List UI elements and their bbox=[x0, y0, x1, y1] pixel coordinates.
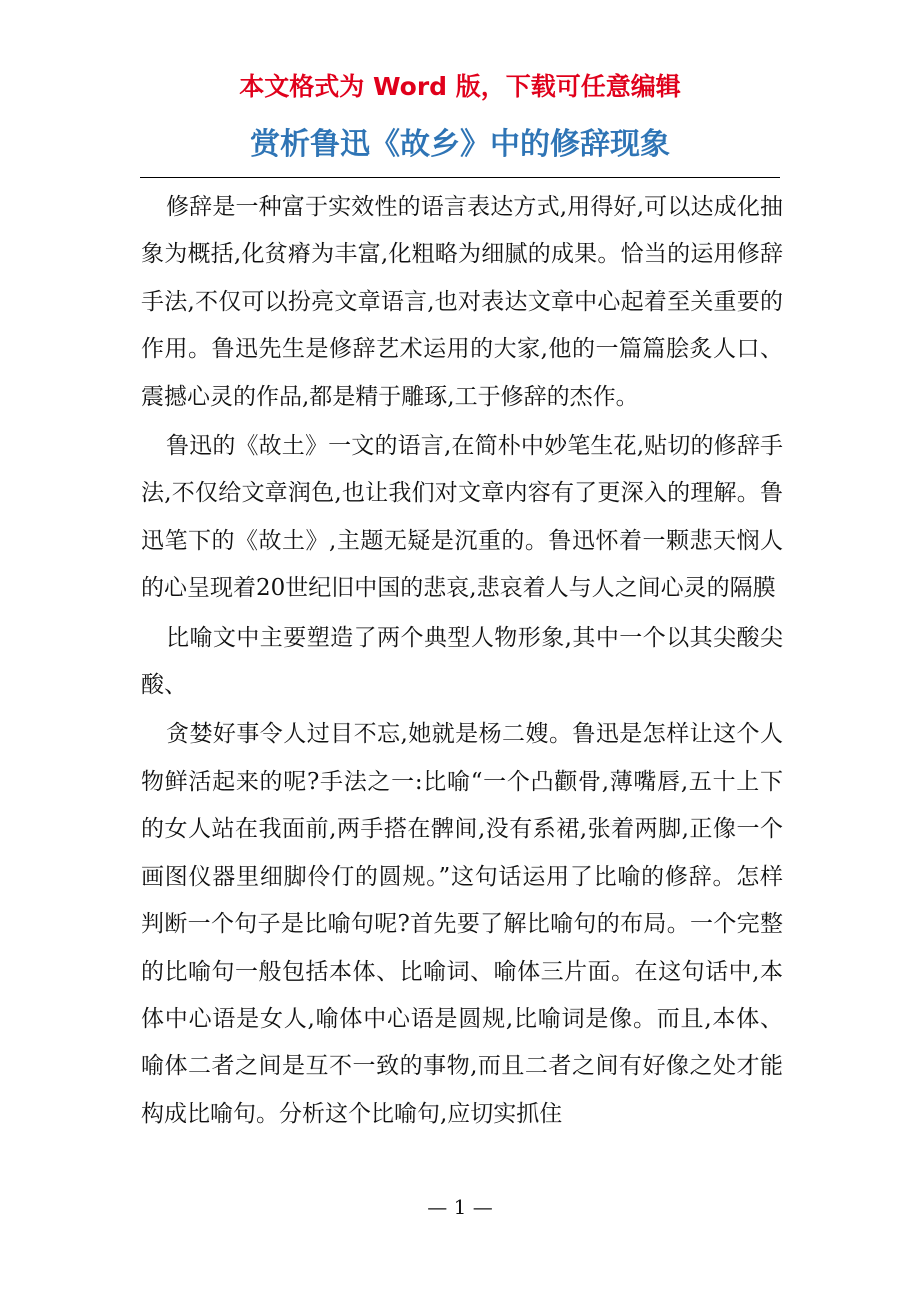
page-number: — 1 — bbox=[427, 1195, 493, 1219]
format-notice: 本文格式为 Word 版，下载可任意编辑 bbox=[239, 72, 681, 101]
paragraph-4: 贪婪好事令人过目不忘,她就是杨二嫂。鲁迅是怎样让这个人物鲜活起来的呢?手法之一:比喻“一个凸颧骨,薄嘴唇,五十上下的女人站在我面前,两手搭在髀间,没有系裙,张着两脚,正像一个画图仪器里细脚伶仃的圆规。”这句话运用了比喻的修辞。怎样判断一个句子是比喻句呢?首先要了解比喻句的布局。一个完整的比喻句一般包括本体、比喻词、喻体三片面。在这句话中,本体中心语是女人,喻体中心语是圆规,比喻词是像。而且,本体、喻体二者之间是互不一致的事物,而且二者之间有好像之处才能构成比喻句。分析这个比喻句,应切实抓住 bbox=[141, 721, 783, 1127]
paragraph-2: 鲁迅的《故土》一文的语言,在简朴中妙笔生花,贴切的修辞手法,不仅给文章润色,也让我们对文章内容有了更深入的理解。鲁迅笔下的《故土》,主题无疑是沉重的。鲁迅怀着一颗悲天悯人的心呈现着20世纪旧中国的悲哀,悲哀着人与人之间心灵的隔膜 bbox=[141, 433, 783, 602]
paragraph-3: 比喻文中主要塑造了两个典型人物形象,其中一个以其尖酸尖酸、 bbox=[141, 624, 783, 699]
document-title: 赏析鲁迅《故乡》中的修辞现象 bbox=[250, 127, 670, 162]
document-body bbox=[141, 184, 783, 1140]
header-divider bbox=[140, 177, 780, 178]
paragraph-1: 修辞是一种富于实效性的语言表达方式,用得好,可以达成化抽象为概括,化贫瘠为丰富,化粗略为细腻的成果。恰当的运用修辞手法,不仅可以扮亮文章语言,也对表达文章中心起着至关重要的作用。鲁迅先生是修辞艺术运用的大家,他的一篇篇脍炙人口、震撼心灵的作品,都是精于雕琢,工于修辞的杰作。 bbox=[141, 194, 783, 410]
